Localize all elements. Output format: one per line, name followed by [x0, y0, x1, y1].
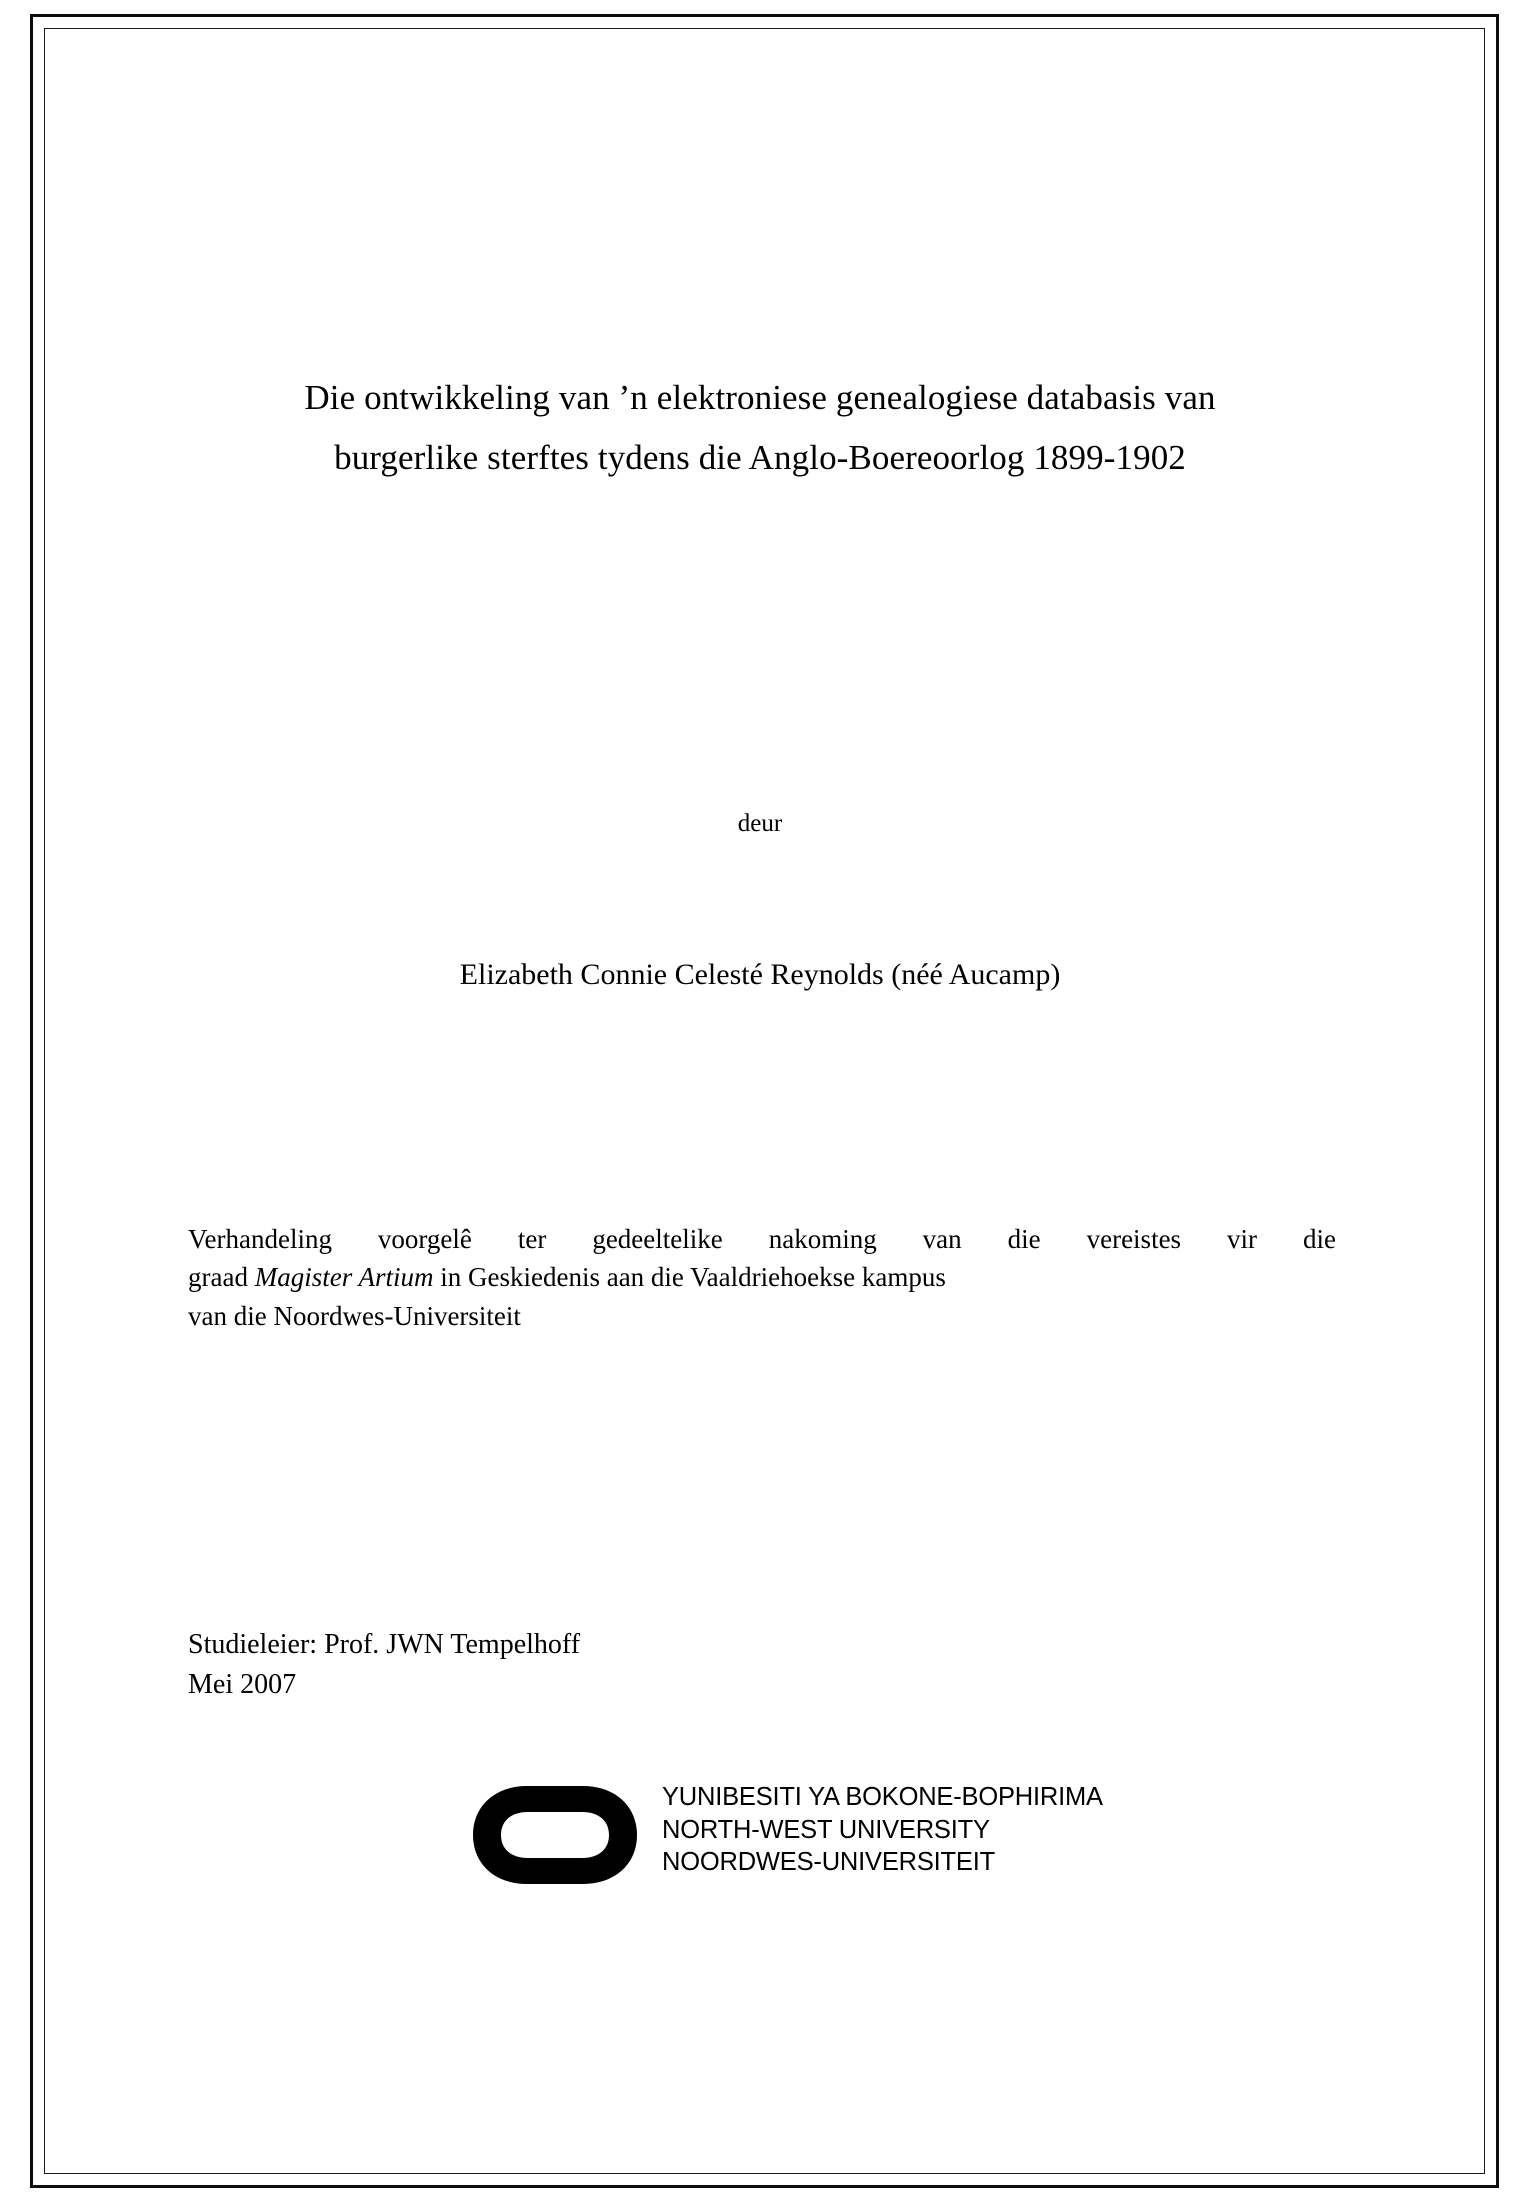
degree-statement-line-1: Verhandeling voorgelê ter gedeeltelike nakoming van die vereistes vir die — [188, 1224, 1336, 1254]
university-logo-text — [662, 1781, 1103, 1879]
supervisor-name: Studieleier: Prof. JWN Tempelhoff — [188, 1629, 581, 1660]
logo-text-line-2: NORTH-WEST UNIVERSITY — [662, 1815, 990, 1844]
logo-text-line-3: NOORDWES-UNIVERSITEIT — [662, 1848, 995, 1877]
author-name: Elizabeth Connie Celesté Reynolds (néé Aucamp) — [459, 958, 1061, 991]
submission-date: Mei 2007 — [188, 1668, 297, 1700]
degree-statement-line-2-suffix: in Geskiedenis aan die Vaaldriehoekse kampus — [433, 1262, 946, 1293]
degree-statement-line-3: van die Noordwes-Universiteit — [188, 1300, 521, 1331]
supervisor-block — [188, 1625, 1088, 1705]
by-label: deur — [737, 810, 783, 837]
title-line-2: burgerlike sterftes tydens die Anglo-Boereoorlog 1899-1902 — [334, 438, 1186, 478]
page-content — [180, 0, 1340, 2206]
logo-text-line-1: YUNIBESITI YA BOKONE-BOPHIRIMA — [662, 1783, 1103, 1811]
page-title — [180, 368, 1340, 488]
degree-name-italic: Magister Artium — [254, 1262, 434, 1293]
university-logo — [465, 1778, 1105, 1908]
degree-statement — [188, 1220, 1336, 1335]
degree-statement-line-2 — [188, 1258, 1336, 1296]
degree-statement-line-2-prefix: graad — [188, 1262, 255, 1293]
north-west-university-logo-icon — [465, 1780, 665, 1890]
title-line-1: Die ontwikkeling van ’n elektroniese genealogiese databasis van — [304, 378, 1216, 417]
